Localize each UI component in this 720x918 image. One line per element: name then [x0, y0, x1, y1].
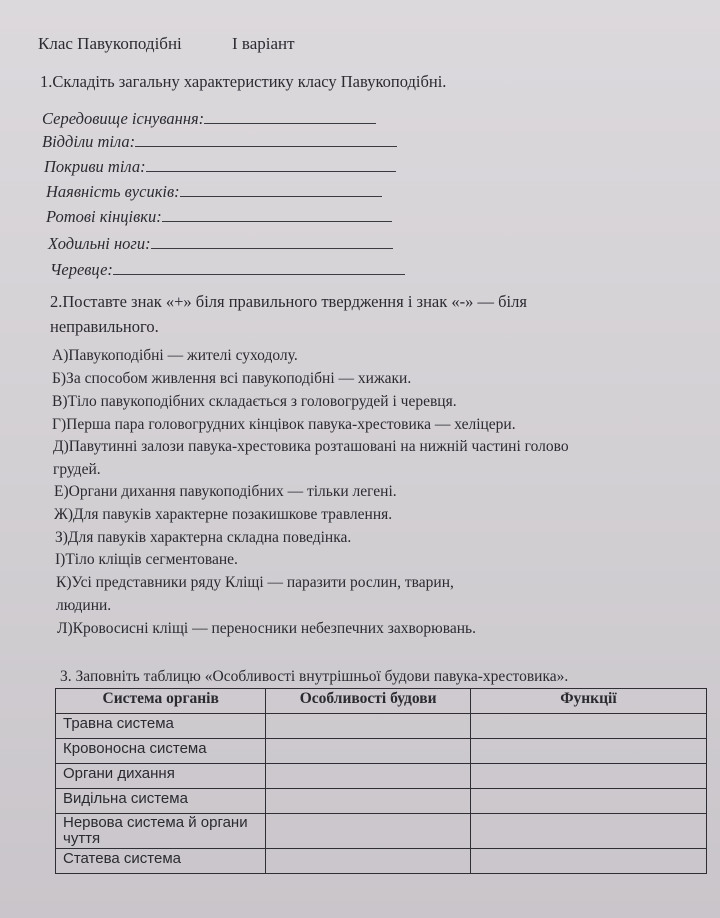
- question-2-line-2: неправильного.: [50, 317, 159, 336]
- statement-z: З)Для павуків характерна складна поведінка.: [55, 529, 352, 546]
- field-walking-legs: [48, 234, 393, 254]
- field-habitat: [42, 109, 376, 129]
- statement-k: К)Усі представники ряду Кліщі — паразити рослин, тварин,: [56, 574, 454, 591]
- statement-e: Е)Органи дихання павукоподібних — тільки легені.: [54, 483, 397, 500]
- statement-k-cont: людини.: [56, 597, 112, 614]
- question-2-line-1: 2.Поставте знак «+» біля правильного твердження і знак «-» — біля: [50, 292, 527, 311]
- table-row: [56, 814, 707, 849]
- answer-line[interactable]: [180, 195, 382, 197]
- answer-line[interactable]: [162, 220, 392, 222]
- field-label: Черевце:: [50, 260, 113, 279]
- statement-a: А)Павукоподібні — жителі суходолу.: [52, 347, 298, 364]
- field-abdomen: [50, 260, 405, 280]
- answer-cell[interactable]: [470, 814, 706, 849]
- answer-cell[interactable]: [266, 789, 470, 814]
- answer-line[interactable]: [135, 145, 397, 147]
- table-row: [56, 714, 707, 739]
- question-1: 1.Складіть загальну характеристику класу Павукоподібні.: [40, 72, 447, 91]
- statement-i: І)Тіло кліщів сегментоване.: [55, 551, 238, 568]
- row-label: Кровоносна система: [56, 739, 266, 764]
- statement-d: Д)Павутинні залози павука-хрестовика розташовані на нижній частині голово: [53, 438, 569, 455]
- answer-cell[interactable]: [470, 714, 706, 739]
- answer-cell[interactable]: [266, 814, 470, 849]
- answer-cell[interactable]: [470, 764, 706, 789]
- column-header: Система органів: [56, 689, 266, 714]
- row-label: Статева система: [56, 849, 266, 874]
- class-title: Клас Павукоподібні: [38, 34, 182, 53]
- field-label: Відділи тіла:: [42, 132, 136, 151]
- answer-cell[interactable]: [470, 739, 706, 764]
- table-row: [56, 764, 707, 789]
- table-row: [56, 789, 707, 814]
- arachnid-table: [55, 688, 707, 874]
- row-label: Травна система: [56, 714, 266, 739]
- answer-line[interactable]: [146, 170, 396, 172]
- row-label: Видільна система: [56, 789, 266, 814]
- table-row: [56, 849, 707, 874]
- field-label: Ротові кінцівки:: [46, 207, 162, 226]
- answer-line[interactable]: [151, 247, 393, 249]
- field-body-parts: [42, 132, 397, 152]
- row-label: Органи дихання: [56, 764, 266, 789]
- statement-zh: Ж)Для павуків характерне позакишкове травлення.: [54, 506, 393, 523]
- statement-l: Л)Кровосисні кліщі — переносники небезпечних захворювань.: [57, 620, 476, 637]
- field-label: Ходильні ноги:: [48, 234, 151, 253]
- answer-cell[interactable]: [470, 849, 706, 874]
- answer-cell[interactable]: [266, 849, 470, 874]
- answer-cell[interactable]: [266, 764, 470, 789]
- field-mouthparts: [46, 207, 392, 227]
- field-antennae: [46, 182, 382, 202]
- answer-line[interactable]: [204, 122, 376, 124]
- answer-cell[interactable]: [266, 714, 470, 739]
- statement-b: Б)За способом живлення всі павукоподібні — хижаки.: [52, 370, 412, 387]
- variant-label: I варіант: [232, 34, 295, 53]
- answer-cell[interactable]: [470, 789, 706, 814]
- table-row: [56, 739, 707, 764]
- answer-line[interactable]: [113, 273, 405, 275]
- statement-d-cont: грудей.: [53, 461, 101, 478]
- table-header-row: [56, 689, 707, 714]
- statement-v: В)Тіло павукоподібних складається з головогрудей і черевця.: [52, 393, 457, 410]
- question-3: 3. Заповніть таблицю «Особливості внутрішньої будови павука-хрестовика».: [60, 668, 569, 685]
- column-header: Функції: [470, 689, 706, 714]
- row-label: Нервова система й органи чуття: [56, 814, 266, 849]
- field-label: Середовище існування:: [42, 109, 205, 128]
- field-body-cover: [44, 157, 396, 177]
- statement-g: Г)Перша пара головогрудних кінцівок павука-хрестовика — хеліцери.: [52, 416, 516, 433]
- column-header: Особливості будови: [266, 689, 470, 714]
- field-label: Наявність вусиків:: [46, 182, 180, 201]
- field-label: Покриви тіла:: [44, 157, 146, 176]
- answer-cell[interactable]: [266, 739, 470, 764]
